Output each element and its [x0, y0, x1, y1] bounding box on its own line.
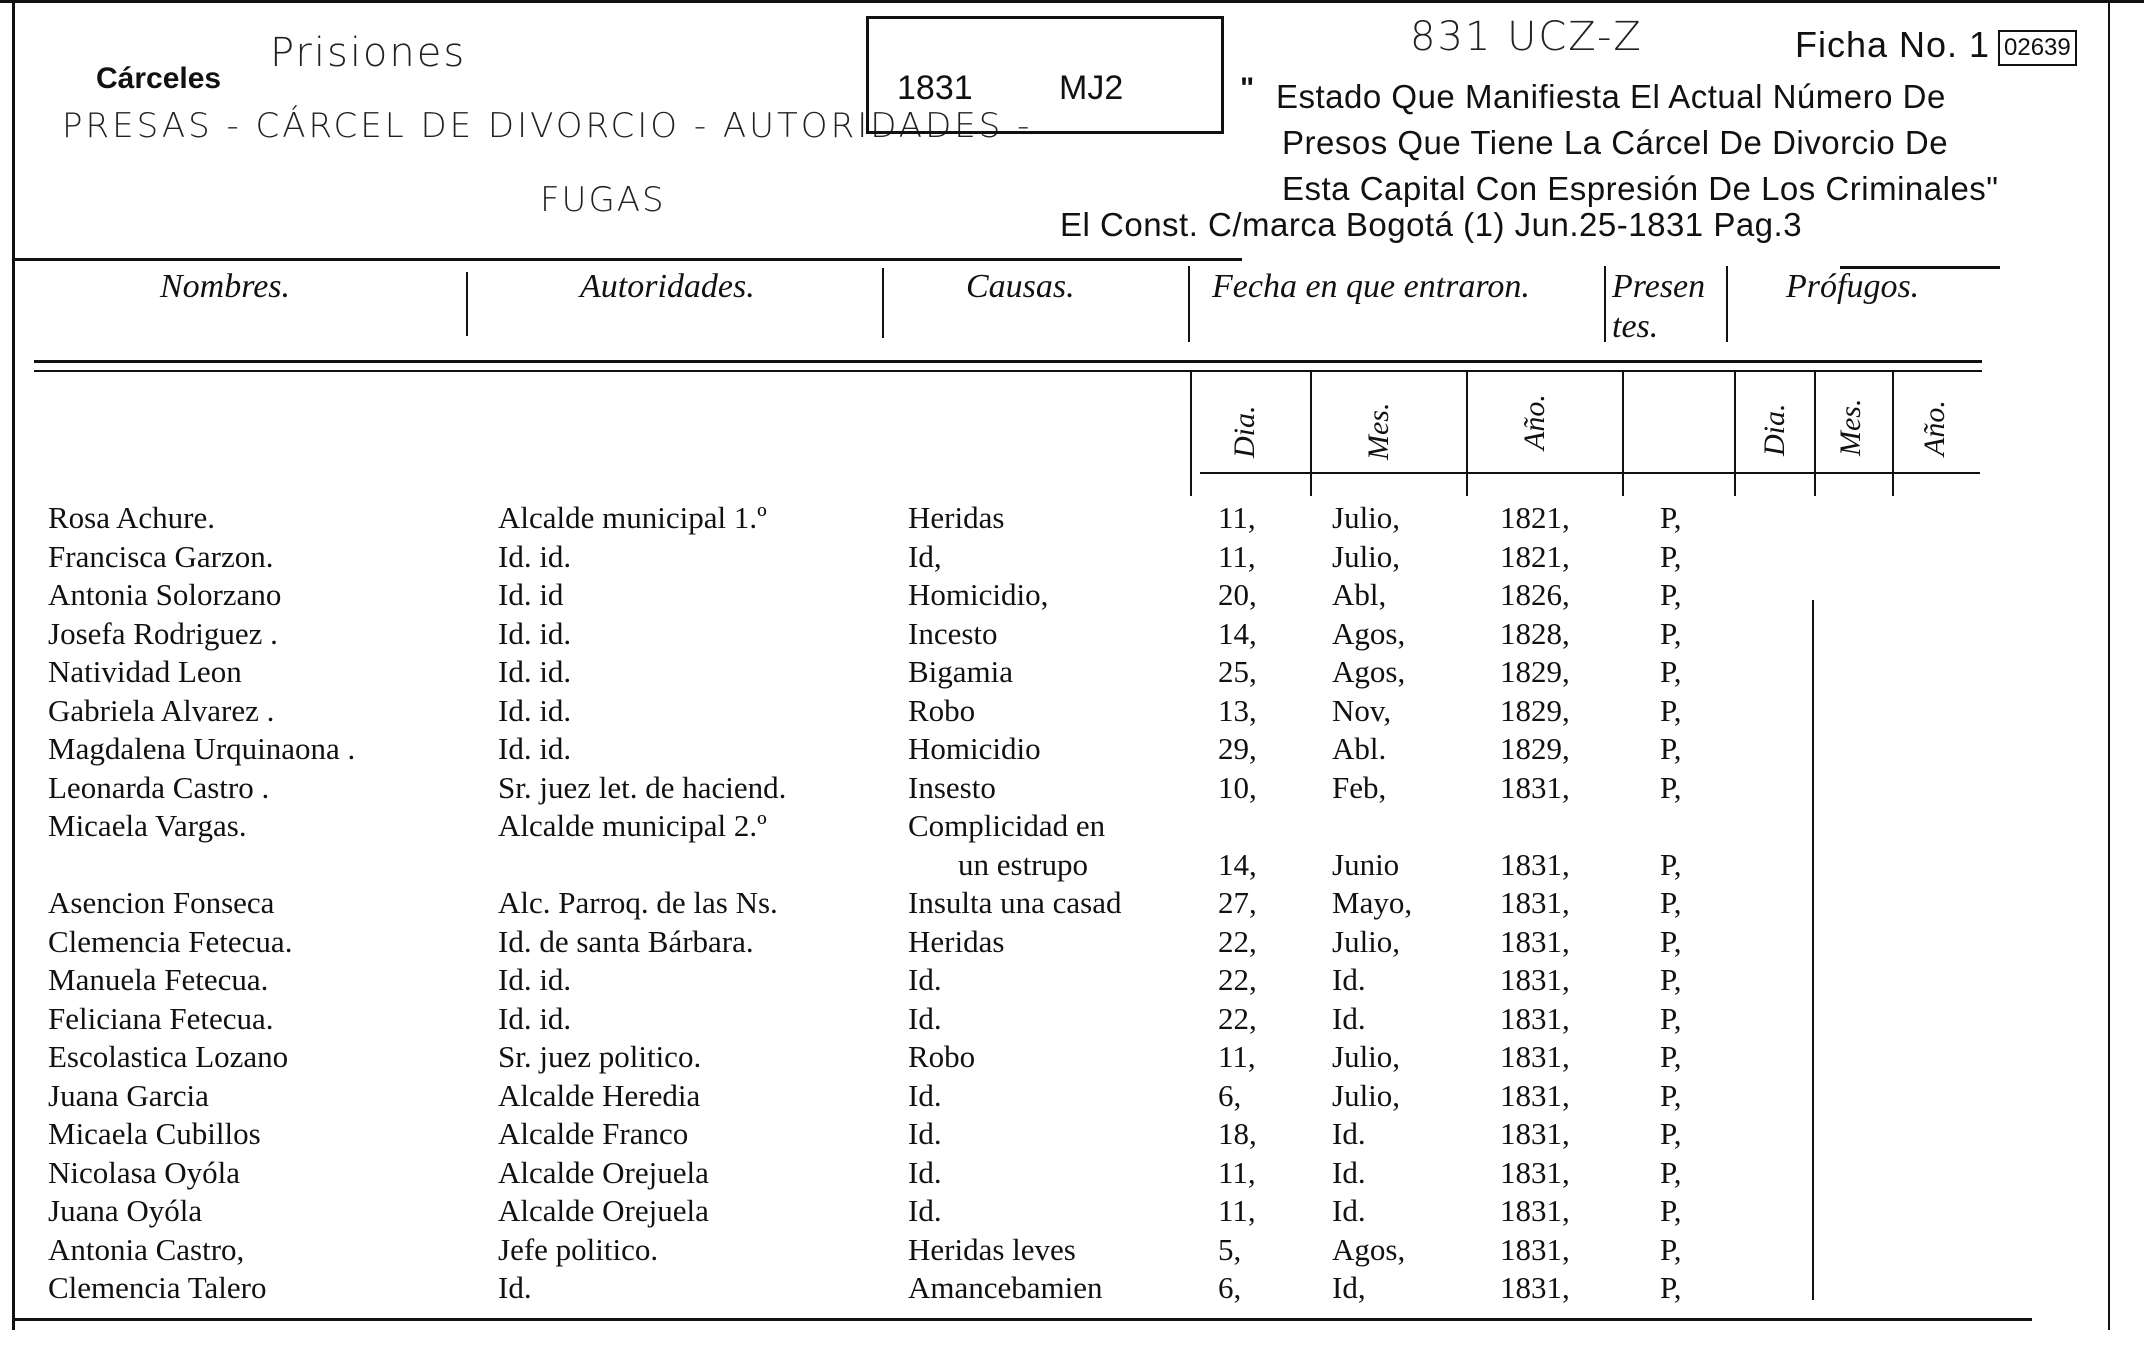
header-nombres: Nombres.	[160, 268, 291, 305]
row-month: Abl.	[1332, 731, 1387, 766]
row-name: Manuela Fetecua.	[48, 962, 269, 997]
row-day: 11,	[1218, 1193, 1256, 1228]
row-year: 1821,	[1500, 538, 1570, 574]
ficha-label: Ficha No. 1	[1795, 24, 1991, 65]
table-row	[0, 731, 2144, 769]
row-cause: Incesto	[908, 615, 998, 651]
row-year: 1831,	[1500, 885, 1570, 920]
date-col-divider	[1734, 372, 1736, 496]
row-day: 10,	[1218, 769, 1257, 805]
row-month: Junio	[1332, 846, 1400, 882]
row-cause: Id.	[908, 962, 942, 997]
row-year: 1831,	[1500, 1077, 1570, 1113]
row-month: Id.	[1332, 1116, 1366, 1151]
table-row	[0, 1193, 2144, 1231]
row-name: Feliciana Fetecua.	[48, 1000, 274, 1036]
row-name: Clemencia Talero	[48, 1270, 267, 1305]
row-authority: Id. id.	[498, 615, 572, 651]
row-day: 22,	[1218, 923, 1257, 959]
row-day: 25,	[1218, 654, 1257, 689]
table-row	[0, 616, 2144, 654]
row-year: 1831,	[1500, 962, 1570, 997]
row-month: Nov,	[1332, 692, 1392, 728]
handwritten-reference: 831 UCZ-Z	[1410, 14, 1643, 60]
row-month: Julio,	[1332, 1039, 1401, 1074]
row-cause: Id,	[908, 538, 942, 574]
row-name: Micaela Cubillos	[48, 1116, 261, 1151]
row-name: Natividad Leon	[48, 654, 242, 689]
row-present: P,	[1660, 1231, 1682, 1267]
table-row	[0, 1155, 2144, 1193]
row-authority: Id. id	[498, 577, 564, 612]
row-present: P,	[1660, 846, 1682, 882]
row-month: Feb,	[1332, 769, 1387, 805]
row-day: 14,	[1218, 846, 1257, 882]
row-present: P,	[1660, 769, 1682, 805]
topic-label: Cárceles	[96, 62, 222, 95]
table-row	[0, 808, 2144, 846]
subheader-dia: Dia.	[1228, 405, 1261, 458]
row-cause: Heridas	[908, 500, 1005, 535]
date-col-divider	[1190, 372, 1192, 496]
table-row	[0, 539, 2144, 577]
row-authority: Id. de santa Bárbara.	[498, 923, 754, 959]
row-month: Id.	[1332, 1000, 1366, 1036]
row-day: 20,	[1218, 577, 1257, 612]
row-month: Agos,	[1332, 615, 1406, 651]
row-authority: Sr. juez let. de haciend.	[498, 769, 787, 805]
header-divider	[1726, 266, 1728, 342]
row-present: P,	[1660, 538, 1682, 574]
catalog-year: 1831	[897, 69, 973, 107]
row-day: 27,	[1218, 885, 1257, 920]
row-month: Julio,	[1332, 538, 1401, 574]
handwritten-keywords: PRESAS - CÁRCEL DE DIVORCIO - AUTORIDADES -	[62, 106, 1033, 146]
row-year: 1831,	[1500, 1270, 1570, 1305]
row-cause: Id.	[908, 1116, 942, 1151]
row-cause: Homicidio	[908, 731, 1041, 766]
row-present: P,	[1660, 885, 1682, 920]
row-month: Julio,	[1332, 923, 1401, 959]
date-subheader-rule	[1200, 472, 1980, 474]
title-line-3: Esta Capital Con Espresión De Los Criminales"	[1282, 170, 1999, 207]
row-present: P,	[1660, 1077, 1682, 1113]
row-cause: Robo	[908, 1039, 976, 1074]
row-authority: Id. id.	[498, 1000, 572, 1036]
row-day: 11,	[1218, 1154, 1256, 1190]
row-month: Agos,	[1332, 1231, 1406, 1267]
row-month: Id.	[1332, 1193, 1366, 1228]
row-name: Antonia Castro,	[48, 1231, 245, 1267]
row-year: 1829,	[1500, 731, 1570, 766]
title-quote-mark: "	[1240, 72, 1255, 105]
row-present: P,	[1660, 1000, 1682, 1036]
row-present: P,	[1660, 654, 1682, 689]
row-present: P,	[1660, 962, 1682, 997]
table-row	[0, 1039, 2144, 1077]
table-row	[0, 962, 2144, 1000]
row-name: Asencion Fonseca	[48, 885, 275, 920]
row-authority: Id. id.	[498, 731, 572, 766]
catalog-box	[866, 16, 1224, 134]
row-authority: Id. id.	[498, 538, 572, 574]
subheader-ano: Año.	[1518, 394, 1551, 450]
table-row	[0, 847, 2144, 885]
row-cause: un estrupo	[958, 846, 1089, 882]
handwritten-keywords-2: FUGAS	[540, 180, 666, 220]
row-cause: Id.	[908, 1000, 942, 1036]
row-day: 11,	[1218, 500, 1256, 535]
row-day: 11,	[1218, 1039, 1256, 1074]
row-year: 1821,	[1500, 500, 1570, 535]
row-cause: Heridas leves	[908, 1231, 1076, 1267]
row-day: 14,	[1218, 615, 1257, 651]
header-fecha: Fecha en que entraron.	[1212, 268, 1530, 305]
header-divider	[882, 268, 884, 338]
row-name: Escolastica Lozano	[48, 1039, 289, 1074]
source-citation: El Const. C/marca Bogotá (1) Jun.25-1831 Pag.3	[1060, 206, 1803, 243]
row-authority: Id. id.	[498, 654, 572, 689]
row-cause: Insulta una casad	[908, 885, 1122, 920]
table-row	[0, 885, 2144, 923]
date-col-divider	[1310, 372, 1312, 496]
row-day: 5,	[1218, 1231, 1242, 1267]
row-cause: Insesto	[908, 769, 996, 805]
row-year: 1831,	[1500, 923, 1570, 959]
row-year: 1829,	[1500, 692, 1570, 728]
row-present: P,	[1660, 615, 1682, 651]
row-day: 22,	[1218, 962, 1257, 997]
row-cause: Homicidio,	[908, 577, 1049, 612]
row-present: P,	[1660, 1116, 1682, 1151]
row-month: Agos,	[1332, 654, 1406, 689]
row-cause: Id.	[908, 1154, 942, 1190]
row-month: Id,	[1332, 1270, 1366, 1305]
row-cause: Id.	[908, 1077, 942, 1113]
row-cause: Heridas	[908, 923, 1005, 959]
date-col-divider	[1814, 372, 1816, 496]
header-profugos: Prófugos.	[1786, 268, 1920, 305]
row-year: 1831,	[1500, 1116, 1570, 1151]
row-present: P,	[1660, 1193, 1682, 1228]
header-divider	[1604, 266, 1606, 342]
table-row	[0, 1001, 2144, 1039]
row-month: Abl,	[1332, 577, 1387, 612]
row-year: 1831,	[1500, 1000, 1570, 1036]
header-presentes-1: Presen	[1612, 268, 1706, 305]
row-month: Id.	[1332, 962, 1366, 997]
row-authority: Alcalde Heredia	[498, 1077, 701, 1113]
row-authority: Alcalde Franco	[498, 1116, 689, 1151]
row-name: Clemencia Fetecua.	[48, 923, 293, 959]
row-name: Juana Oyóla	[48, 1193, 203, 1228]
row-year: 1829,	[1500, 654, 1570, 689]
row-present: P,	[1660, 577, 1682, 612]
title-line-1: Estado Que Manifiesta El Actual Número De	[1276, 78, 1946, 115]
row-month: Id.	[1332, 1154, 1366, 1190]
header-bottom-border	[12, 258, 1242, 261]
row-day: 13,	[1218, 692, 1257, 728]
row-year: 1831,	[1500, 1154, 1570, 1190]
table-row	[0, 1078, 2144, 1116]
catalog-code: MJ2	[1059, 69, 1124, 107]
subheader-mes: Mes.	[1362, 402, 1395, 460]
row-name: Francisca Garzon.	[48, 538, 274, 574]
row-authority: Id. id.	[498, 962, 572, 997]
row-name: Magdalena Urquinaona .	[48, 731, 356, 766]
row-name: Leonarda Castro .	[48, 769, 270, 805]
row-present: P,	[1660, 1154, 1682, 1190]
table-row	[0, 693, 2144, 731]
row-name: Josefa Rodriguez .	[48, 615, 278, 651]
row-present: P,	[1660, 692, 1682, 728]
row-cause: Complicidad en	[908, 808, 1106, 843]
row-authority: Jefe politico.	[498, 1231, 659, 1267]
row-month: Mayo,	[1332, 885, 1413, 920]
row-year: 1831,	[1500, 769, 1570, 805]
table-row	[0, 770, 2144, 808]
row-present: P,	[1660, 731, 1682, 766]
row-authority: Alcalde municipal 1.º	[498, 500, 767, 535]
row-cause: Bigamia	[908, 654, 1014, 689]
subheader-ano-profugos: Año.	[1918, 400, 1951, 456]
table-row	[0, 654, 2144, 692]
row-present: P,	[1660, 923, 1682, 959]
table-row	[0, 924, 2144, 962]
row-authority: Alc. Parroq. de las Ns.	[498, 885, 778, 920]
row-cause: Id.	[908, 1193, 942, 1228]
row-year: 1831,	[1500, 846, 1570, 882]
table-row	[0, 500, 2144, 538]
row-year: 1828,	[1500, 615, 1570, 651]
row-year: 1831,	[1500, 1231, 1570, 1267]
card-bottom-border	[12, 1318, 2032, 1321]
row-name: Antonia Solorzano	[48, 577, 282, 612]
date-col-divider	[1892, 372, 1894, 496]
header-divider	[1188, 266, 1190, 342]
table-row	[0, 1232, 2144, 1270]
row-present: P,	[1660, 1270, 1682, 1305]
row-day: 11,	[1218, 538, 1256, 574]
row-authority: Id.	[498, 1270, 532, 1305]
row-year: 1826,	[1500, 577, 1570, 612]
row-name: Juana Garcia	[48, 1077, 209, 1113]
row-year: 1831,	[1500, 1193, 1570, 1228]
row-authority: Alcalde municipal 2.º	[498, 808, 767, 843]
row-present: P,	[1660, 1039, 1682, 1074]
row-present: P,	[1660, 500, 1682, 535]
table-row	[0, 577, 2144, 615]
row-day: 29,	[1218, 731, 1257, 766]
row-day: 22,	[1218, 1000, 1257, 1036]
row-name: Rosa Achure.	[48, 500, 216, 535]
date-col-divider	[1466, 372, 1468, 496]
row-cause: Amancebamien	[908, 1270, 1103, 1305]
row-authority: Alcalde Orejuela	[498, 1193, 709, 1228]
header-autoridades: Autoridades.	[580, 268, 755, 305]
subheader-dia-profugos: Dia.	[1758, 403, 1791, 456]
row-name: Gabriela Alvarez .	[48, 692, 275, 728]
row-name: Micaela Vargas.	[48, 808, 247, 843]
header-rule-2	[34, 370, 1982, 372]
row-cause: Robo	[908, 692, 976, 728]
table-row	[0, 1116, 2144, 1154]
row-authority: Sr. juez politico.	[498, 1039, 702, 1074]
row-year: 1831,	[1500, 1039, 1570, 1074]
title-line-2: Presos Que Tiene La Cárcel De Divorcio De	[1282, 124, 1949, 161]
date-col-divider	[1622, 372, 1624, 496]
header-rule-1	[34, 360, 1982, 363]
row-authority: Alcalde Orejuela	[498, 1154, 709, 1190]
row-day: 6,	[1218, 1270, 1242, 1305]
row-authority: Id. id.	[498, 692, 572, 728]
header-presentes-2: tes.	[1612, 308, 1659, 345]
row-day: 18,	[1218, 1116, 1257, 1151]
row-month: Julio,	[1332, 500, 1401, 535]
row-month: Julio,	[1332, 1077, 1401, 1113]
header-causas: Causas.	[966, 268, 1075, 305]
ficha-number: 02639	[1998, 30, 2077, 66]
card-top-border	[0, 0, 2144, 3]
subheader-mes-profugos: Mes.	[1834, 398, 1867, 456]
row-day: 6,	[1218, 1077, 1242, 1113]
handwritten-topic: Prisiones	[270, 30, 467, 76]
header-divider	[466, 272, 468, 336]
row-name: Nicolasa Oyóla	[48, 1154, 240, 1190]
table-row	[0, 1270, 2144, 1308]
